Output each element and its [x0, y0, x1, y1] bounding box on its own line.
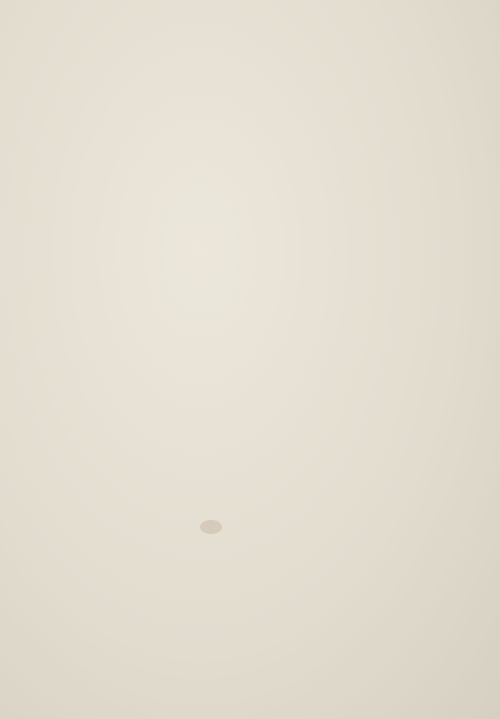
- paper-stain: [200, 520, 222, 534]
- top-text-block: [8, 12, 486, 364]
- bottom-text-block: [8, 368, 486, 698]
